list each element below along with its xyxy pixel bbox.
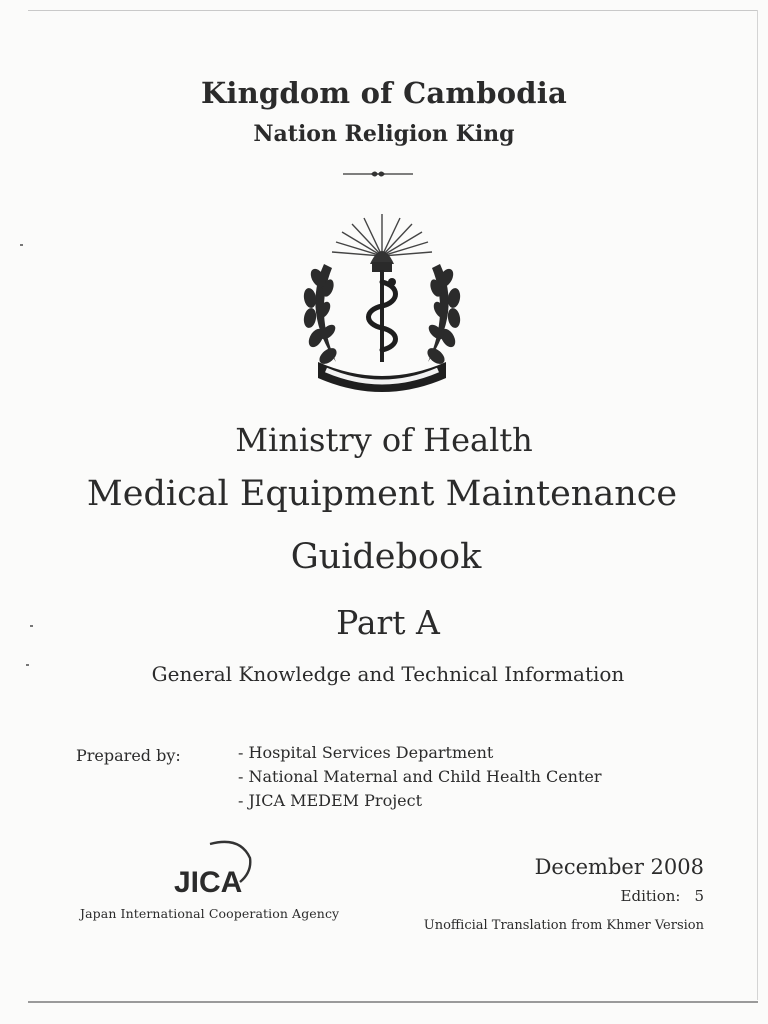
preparer-item: - JICA MEDEM Project [238,791,423,810]
preparer-list [238,741,602,813]
kingdom-heading: Kingdom of Cambodia [201,76,567,110]
edition-number: 5 [694,887,704,905]
part-label: Part A [336,603,440,642]
ornament-divider-icon [343,168,413,180]
page-edge-top [28,10,758,11]
jica-logo-icon [170,838,256,900]
edition-label: Edition: [620,887,681,905]
prepared-by-label: Prepared by: [76,746,181,765]
scan-speck [20,244,23,246]
jica-logo-text: JICA [174,866,243,899]
edition-line [621,887,704,905]
guidebook-subtitle: General Knowledge and Technical Information [151,662,625,686]
ministry-title: Ministry of Health [235,421,533,459]
preparer-item: - Hospital Services Department [238,743,494,762]
ministry-emblem-icon [296,212,468,402]
preparer-item: - National Maternal and Child Health Center [238,767,602,786]
guidebook-title-line1: Medical Equipment Maintenance [86,474,678,514]
translation-note: Unofficial Translation from Khmer Version [423,918,704,933]
guidebook-title-line2: Guidebook [290,537,482,577]
publication-date: December 2008 [534,855,704,879]
page-edge-bottom [28,1001,758,1003]
jica-full-name: Japan International Cooperation Agency [80,906,340,921]
national-motto: Nation Religion King [253,121,515,147]
